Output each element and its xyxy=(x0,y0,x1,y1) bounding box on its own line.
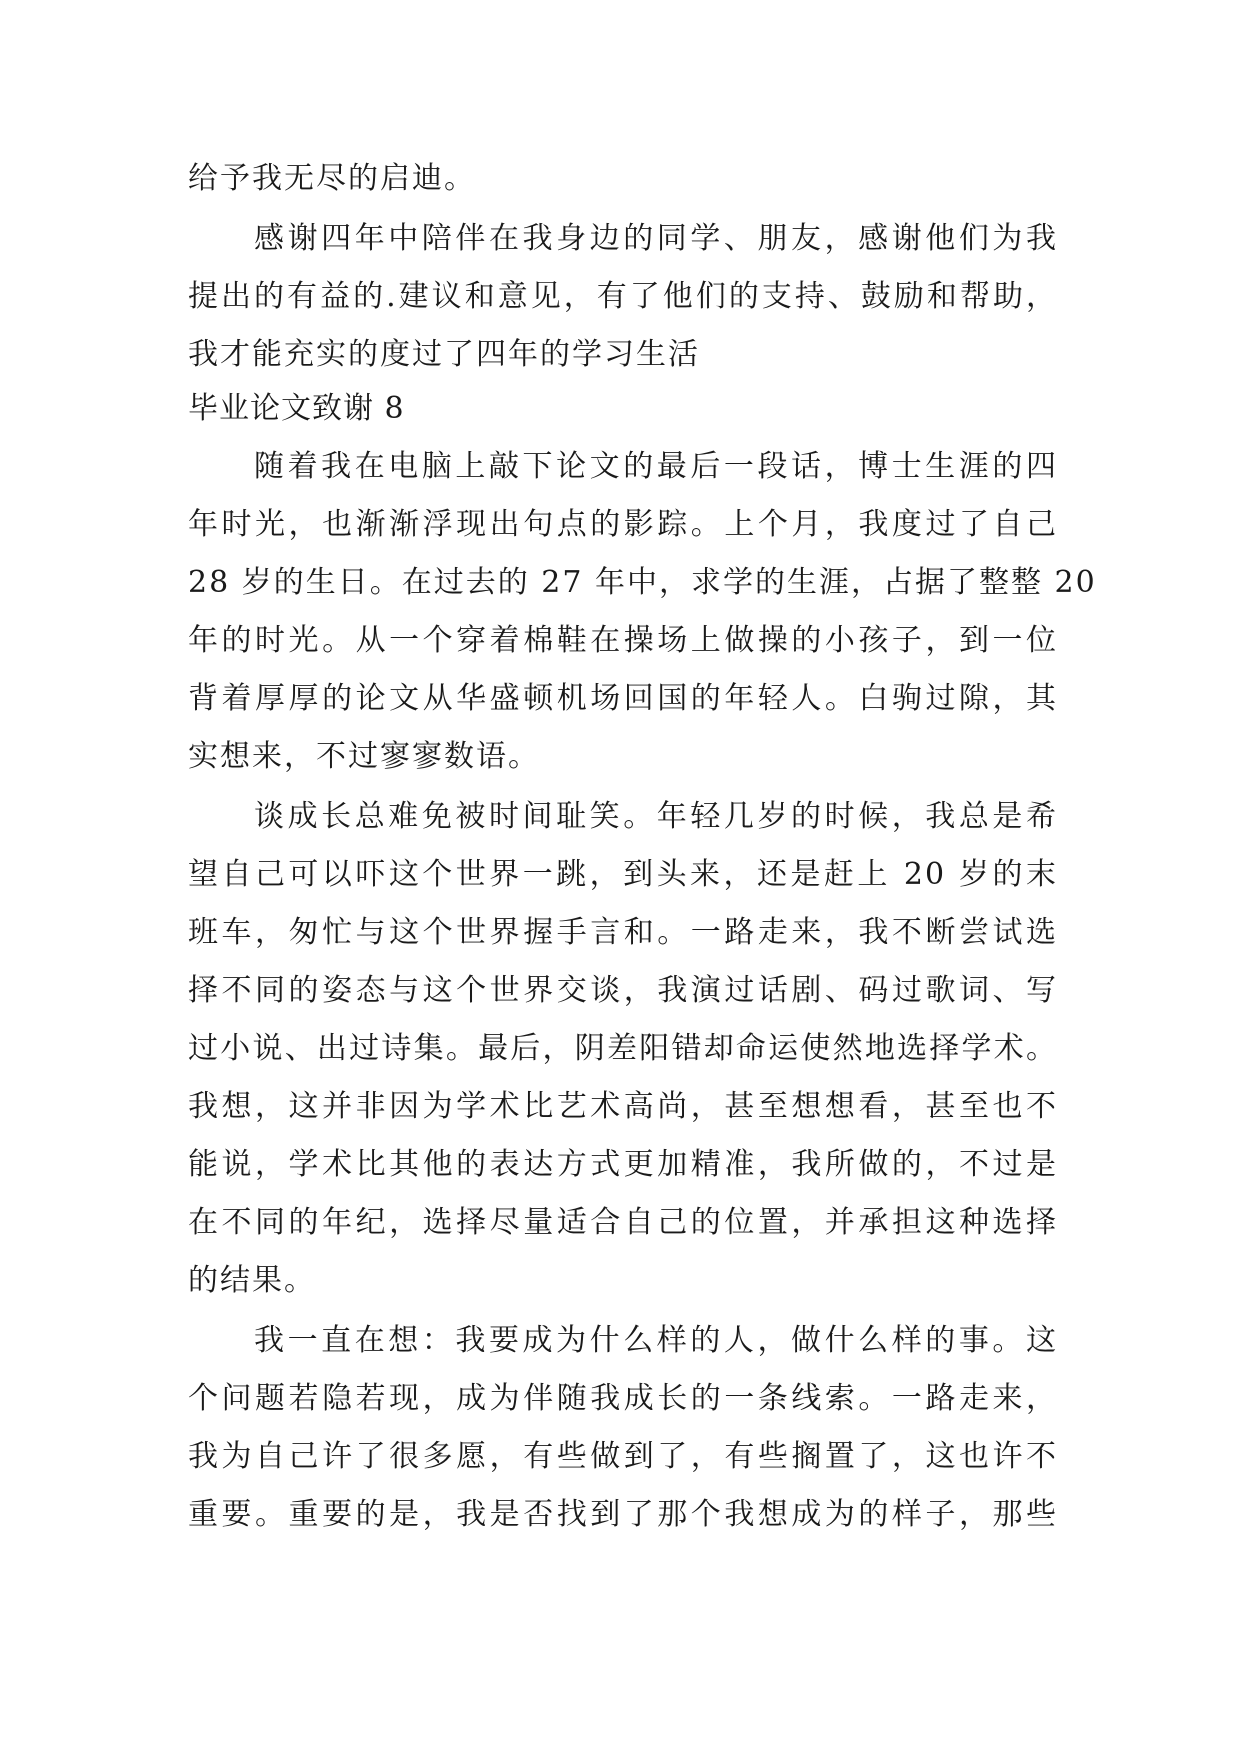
text-line: 年时光，也渐渐浮现出句点的影踪。上个月，我度过了自己 xyxy=(188,507,1058,542)
text-line: 在不同的年纪，选择尽量适合自己的位置，并承担这种选择 xyxy=(188,1205,1058,1240)
text-line: 我想，这并非因为学术比艺术高尚，甚至想想看，甚至也不 xyxy=(188,1089,1058,1124)
text-line: 的结果。 xyxy=(188,1263,316,1298)
text-line: 我为自己许了很多愿，有些做到了，有些搁置了，这也许不 xyxy=(188,1439,1058,1474)
paragraph-who-to-become xyxy=(188,1312,1058,1544)
document-body xyxy=(188,150,1097,1544)
text-line: 过小说、出过诗集。最后，阴差阳错却命运使然地选择学术。 xyxy=(188,1031,1058,1066)
text-line: 个问题若隐若现，成为伴随我成长的一条线索。一路走来， xyxy=(188,1381,1058,1416)
text-line: 择不同的姿态与这个世界交谈，我演过话剧、码过歌词、写 xyxy=(188,973,1058,1008)
text-line: 我才能充实的度过了四年的学习生活 xyxy=(188,337,700,372)
text-line: 能说，学术比其他的表达方式更加精准，我所做的，不过是 xyxy=(188,1147,1058,1182)
text-line: 感谢四年中陪伴在我身边的同学、朋友，感谢他们为我 xyxy=(254,221,1058,256)
text-line: 重要。重要的是，我是否找到了那个我想成为的样子，那些 xyxy=(188,1497,1058,1532)
paragraph-phd-years xyxy=(188,438,1097,786)
text-line: 望自己可以吓这个世界一跳，到头来，还是赶上 20 岁的末 xyxy=(188,857,1058,892)
text-line: 谈成长总难免被时间耻笑。年轻几岁的时候，我总是希 xyxy=(254,799,1058,834)
text-line: 实想来，不过寥寥数语。 xyxy=(188,739,540,774)
paragraph-thanks-classmates xyxy=(188,210,1058,384)
text-line: 随着我在电脑上敲下论文的最后一段话，博士生涯的四 xyxy=(254,449,1058,484)
text-line: 我一直在想：我要成为什么样的人，做什么样的事。这 xyxy=(254,1323,1058,1358)
text-line: 班车，匆忙与这个世界握手言和。一路走来，我不断尝试选 xyxy=(188,915,1058,950)
text-line: 给予我无尽的启迪。 xyxy=(188,161,476,196)
text-line: 28 岁的生日。在过去的 27 年中，求学的生涯，占据了整整 20 xyxy=(188,565,1097,600)
text-line: 提出的有益的.建议和意见，有了他们的支持、鼓励和帮助， xyxy=(188,279,1058,314)
text-line: 年的时光。从一个穿着棉鞋在操场上做操的小孩子，到一位 xyxy=(188,623,1058,658)
section-heading: 毕业论文致谢 8 xyxy=(188,391,405,426)
text-line: 背着厚厚的论文从华盛顿机场回国的年轻人。白驹过隙，其 xyxy=(188,681,1058,716)
paragraph-growing-up xyxy=(188,788,1058,1310)
